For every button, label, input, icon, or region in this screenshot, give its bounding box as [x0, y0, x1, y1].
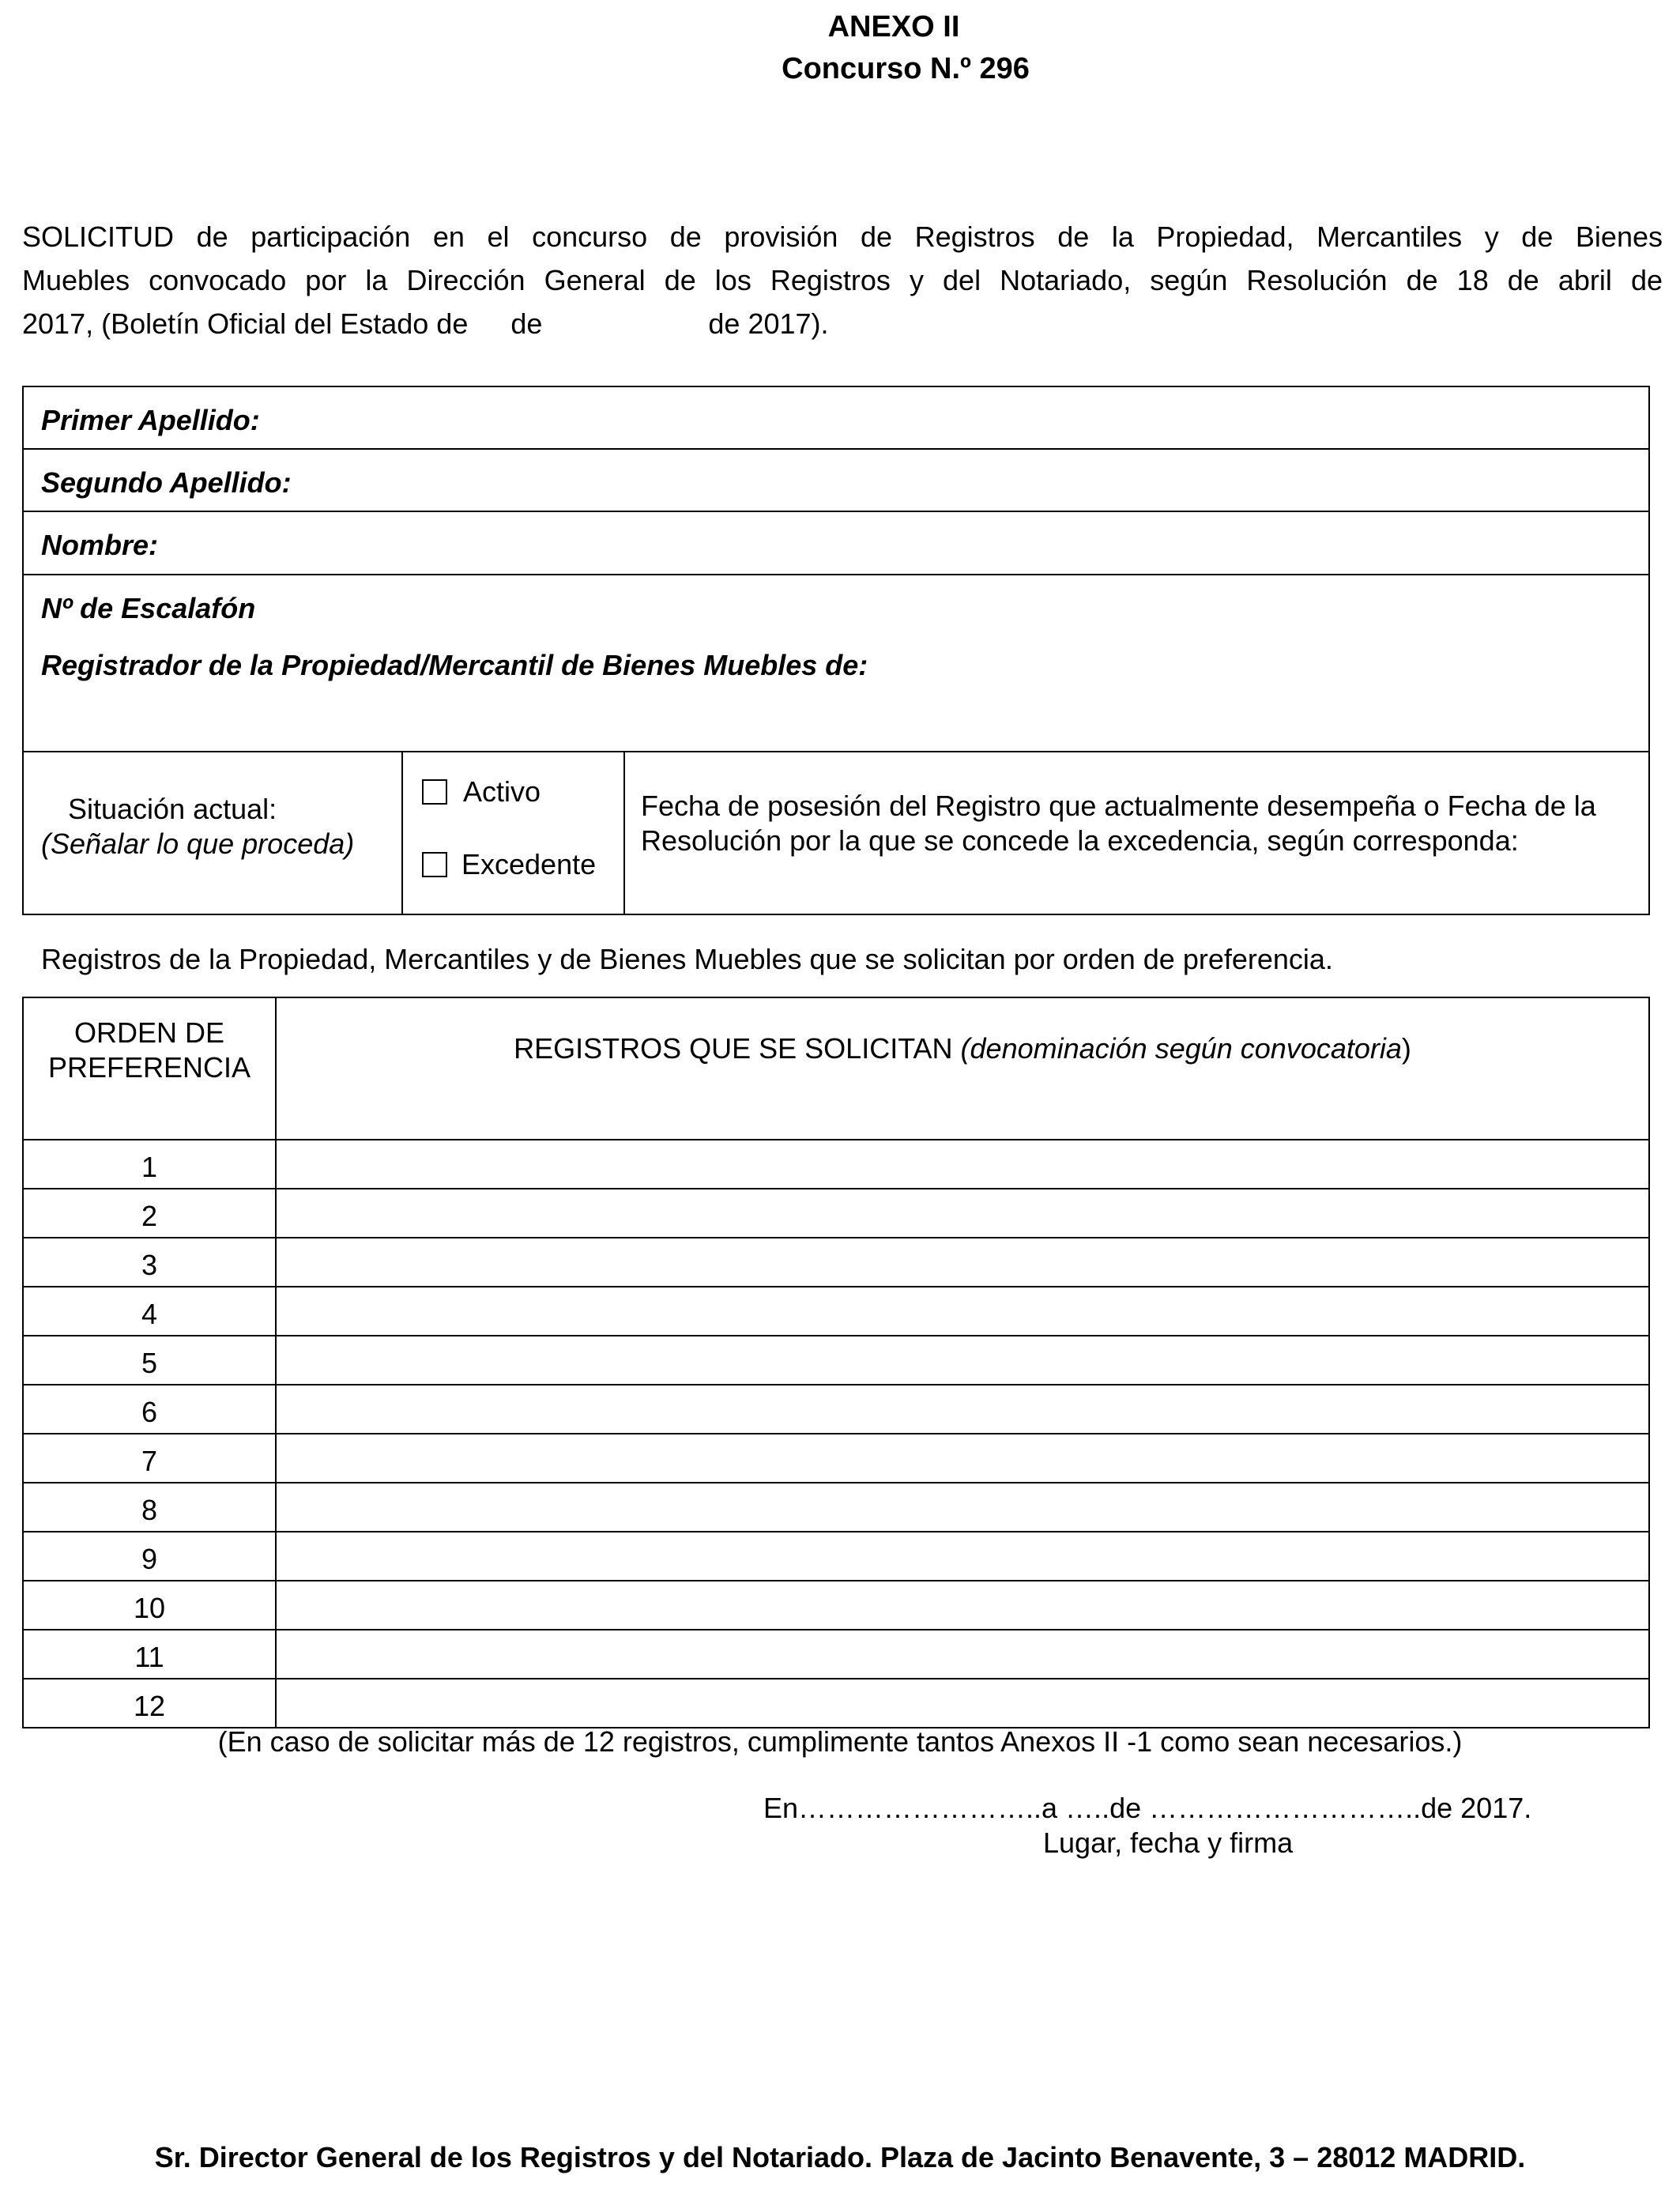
possession-date-field[interactable]: Fecha de posesión del Registro que actualmente desempeña o Fecha de la Resolución por la que se concede la excedencia, según corresponda:: [641, 790, 1596, 857]
situation-label: Situación actual:: [68, 793, 277, 825]
registry-input-cell[interactable]: [276, 1238, 1649, 1287]
registry-input-cell[interactable]: [276, 1336, 1649, 1385]
table-row: [23, 1630, 1649, 1679]
application-intro: [22, 215, 1663, 345]
leave-option-label: Excedente: [461, 848, 597, 880]
second-surname-field[interactable]: Segundo Apellido:: [41, 466, 292, 499]
order-header-line-2: PREFERENCIA: [47, 1051, 251, 1084]
registry-input-cell[interactable]: [276, 1630, 1649, 1679]
registries-column-header: [276, 997, 1649, 1140]
order-cell: 7: [23, 1434, 276, 1483]
order-cell: 1: [23, 1140, 276, 1189]
registry-input-cell[interactable]: [276, 1679, 1649, 1728]
registry-input-cell[interactable]: [276, 1287, 1649, 1336]
registry-input-cell[interactable]: [276, 1434, 1649, 1483]
divider: [24, 574, 1648, 575]
situation-hint: (Señalar lo que proceda): [41, 827, 355, 860]
registry-input-cell[interactable]: [276, 1532, 1649, 1581]
intro-line-3-start: 2017, (Boletín Oficial del Estado de: [22, 307, 469, 340]
rank-number-field[interactable]: Nº de Escalafón: [41, 592, 256, 624]
annex-title: ANEXO II: [827, 10, 960, 43]
intro-line-3-month: de: [510, 307, 543, 340]
order-cell: 12: [23, 1679, 276, 1728]
order-cell: 10: [23, 1581, 276, 1630]
intro-line-3-end: de 2017).: [708, 307, 829, 340]
order-cell: 8: [23, 1483, 276, 1532]
order-cell: 5: [23, 1336, 276, 1385]
table-row: [23, 1238, 1649, 1287]
name-field[interactable]: Nombre:: [41, 529, 159, 561]
addressee-footer: Sr. Director General de los Registros y del Notariado. Plaza de Jacinto Benavente, 3 – 28012 MADRID.: [154, 2141, 1526, 2173]
intro-line-1: SOLICITUD de participación en el concurso de provisión de Registros de la Propiedad, Mercantiles y de Bienes: [22, 221, 1663, 253]
registries-header-note: (denominación según convocatoria: [960, 1032, 1402, 1065]
divider: [24, 751, 1648, 752]
table-row: [23, 1532, 1649, 1581]
registries-table: [22, 997, 1650, 1728]
registrar-field[interactable]: Registrador de la Propiedad/Mercantil de Bienes Muebles de:: [41, 649, 868, 681]
registries-header-close: ): [1401, 1032, 1411, 1065]
table-header-row: [23, 997, 1649, 1140]
order-cell: 6: [23, 1385, 276, 1434]
order-column-header: [23, 997, 276, 1140]
first-surname-field[interactable]: Primer Apellido:: [41, 404, 260, 436]
registry-input-cell[interactable]: [276, 1581, 1649, 1630]
contest-number: Concurso N.º 296: [782, 52, 1030, 85]
registry-input-cell[interactable]: [276, 1189, 1649, 1238]
leave-checkbox[interactable]: [422, 852, 447, 877]
active-checkbox[interactable]: [422, 779, 447, 805]
registries-header-text: REGISTROS QUE SE SOLICITAN: [514, 1032, 953, 1065]
registry-input-cell[interactable]: [276, 1140, 1649, 1189]
order-cell: 4: [23, 1287, 276, 1336]
table-row: [23, 1434, 1649, 1483]
table-row: [23, 1336, 1649, 1385]
table-row: [23, 1483, 1649, 1532]
order-cell: 9: [23, 1532, 276, 1581]
signature-caption: Lugar, fecha y firma: [1043, 1826, 1294, 1859]
place-date-line[interactable]: En……………………..a …..de ………………………..de 2017.: [763, 1792, 1532, 1824]
table-row: [23, 1140, 1649, 1189]
order-cell: 2: [23, 1189, 276, 1238]
order-header-line-1: ORDEN DE: [73, 1016, 225, 1049]
table-row: [23, 1287, 1649, 1336]
table-row: [23, 1189, 1649, 1238]
registry-input-cell[interactable]: [276, 1483, 1649, 1532]
divider: [623, 752, 625, 914]
divider: [401, 752, 403, 914]
active-option-label: Activo: [463, 775, 541, 808]
divider: [24, 511, 1648, 512]
divider: [24, 448, 1648, 450]
table-row: [23, 1385, 1649, 1434]
additional-annex-note: (En caso de solicitar más de 12 registros, cumplimente tantos Anexos II -1 como sean necesarios.): [217, 1725, 1463, 1758]
applicant-data-box: [22, 386, 1650, 915]
registries-intro: Registros de la Propiedad, Mercantiles y de Bienes Muebles que se solicitan por orden de preferencia.: [41, 943, 1333, 975]
table-row: [23, 1581, 1649, 1630]
intro-line-3: [22, 302, 1663, 345]
order-cell: 3: [23, 1238, 276, 1287]
intro-line-2: Muebles convocado por la Dirección General de los Registros y del Notariado, según Resolución de 18 de abril de: [22, 264, 1663, 296]
order-cell: 11: [23, 1630, 276, 1679]
registry-input-cell[interactable]: [276, 1385, 1649, 1434]
table-row: [23, 1679, 1649, 1728]
